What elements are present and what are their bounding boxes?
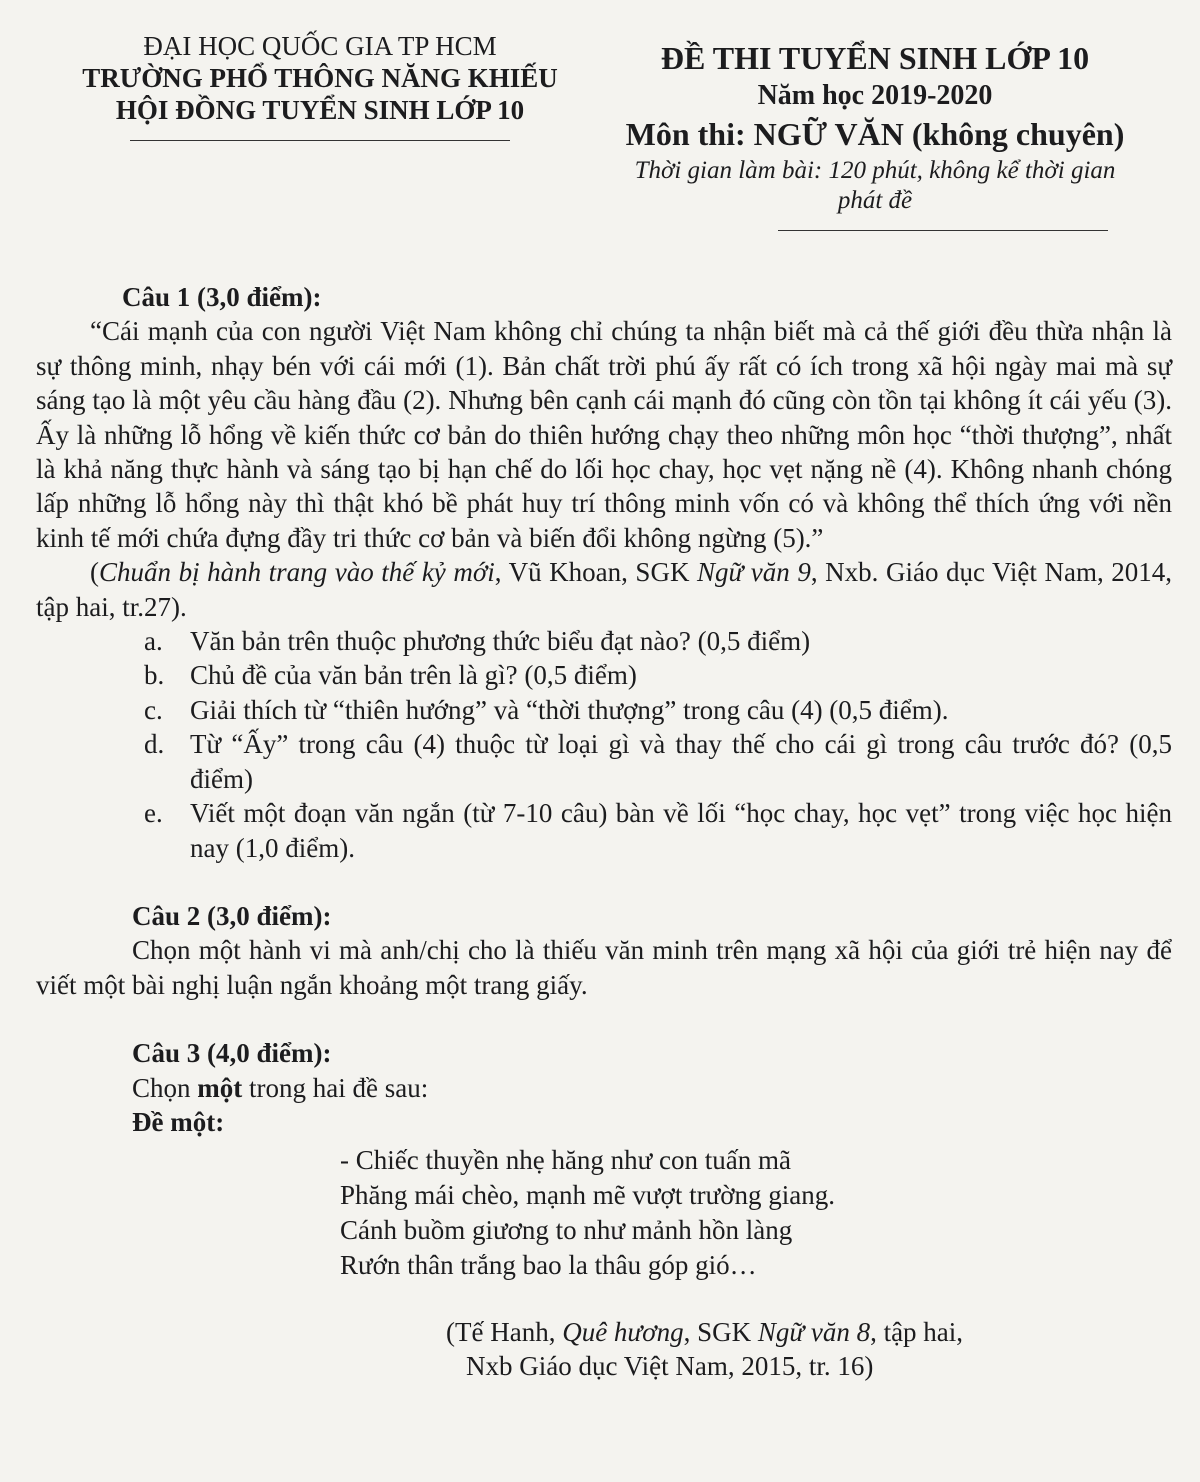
exam-duration-line1: Thời gian làm bài: 120 phút, không kể thời gian	[634, 157, 1116, 184]
subquestion-label: c.	[144, 694, 163, 725]
header-right-divider	[778, 230, 1108, 231]
subquestion-text: Văn bản trên thuộc phương thức biểu đạt nào? (0,5 điểm)	[190, 626, 811, 657]
source-open: (	[90, 557, 99, 588]
header-institution	[60, 30, 580, 141]
question-3	[36, 1036, 1172, 1383]
subquestion-text: Viết một đoạn văn ngắn (từ 7-10 câu) bàn về lối “học chay, học vẹt” trong việc học hiện nay (1,0 điểm).	[190, 798, 1172, 863]
subquestion-label: d.	[144, 729, 165, 760]
question-2-prompt: Chọn một hành vi mà anh/chị cho là thiếu văn minh trên mạng xã hội của giới trẻ hiện nay để viết một bài nghị luận ngắn khoảng một trang giấy.	[36, 935, 1172, 1000]
subquestion-label: a.	[144, 626, 163, 657]
subquestion-label: e.	[144, 798, 163, 829]
subquestion-c	[144, 693, 1172, 727]
question-1	[36, 280, 1172, 865]
cite-author: (Tế Hanh,	[446, 1317, 563, 1348]
citation-line1	[446, 1315, 1172, 1349]
question-2	[36, 899, 1172, 1002]
intro-part-b: trong hai đề sau:	[242, 1072, 429, 1103]
question-1-source	[36, 555, 1172, 624]
subquestion-text: Chủ đề của văn bản trên là gì? (0,5 điểm)	[190, 660, 637, 691]
exam-duration	[580, 156, 1170, 216]
option-one-heading: Đề một:	[132, 1106, 225, 1137]
cite-title: Quê hương	[562, 1317, 684, 1348]
question-2-title: Câu 2 (3,0 điểm):	[132, 900, 332, 931]
exam-subject: Môn thi: NGỮ VĂN (không chuyên)	[625, 116, 1125, 152]
question-1-passage: “Cái mạnh của con người Việt Nam không chỉ chúng ta nhận biết mà cả thế giới đều thừa nhận là sự thông minh, nhạy bén với cái mới (1). Bản chất trời phú ấy rất có ích trong xã hội ngày mai mà sự sáng tạo là một yêu cầu hàng đầu (2). Nhưng bên cạnh cái mạnh đó cũng còn tồn tại không ít cái yếu (3). Ấy là những lỗ hổng về kiến thức cơ bản do thiên hướng chạy theo những môn học “thời thượng”, nhất là khả năng thực hành và sáng tạo bị hạn chế do lối học chay, học vẹt nặng nề (4). Không nhanh chóng lấp những lỗ hổng này thì thật khó bề phát huy trí thông minh vốn có và không thể thích ứng với nền kinh tế mới chứa đựng đầy tri thức cơ bản và biến đổi không ngừng (5).”	[36, 316, 1172, 553]
poem-line: - Chiếc thuyền nhẹ hăng như con tuấn mã	[340, 1145, 792, 1176]
source-mid: , Vũ Khoan, SGK	[494, 557, 697, 588]
question-3-intro	[36, 1071, 1172, 1105]
source-book: Ngữ văn 9	[697, 557, 811, 588]
section-gap	[36, 865, 1172, 899]
header-left-divider	[130, 140, 510, 141]
poem-citation	[36, 1315, 1172, 1383]
school-year: Năm học 2019-2020	[757, 80, 993, 111]
exam-duration-line2: phát đề	[837, 187, 913, 214]
subquestion-text: Giải thích từ “thiên hướng” và “thời thượng” trong câu (4) (0,5 điểm).	[190, 694, 949, 725]
cite-volume: , tập hai,	[870, 1317, 964, 1348]
cite-sgk: , SGK	[683, 1317, 758, 1348]
question-1-subquestions	[36, 624, 1172, 865]
question-1-title: Câu 1 (3,0 điểm):	[122, 282, 322, 312]
subquestion-label: b.	[144, 660, 165, 691]
exam-body	[36, 280, 1172, 1383]
question-3-title: Câu 3 (4,0 điểm):	[132, 1038, 332, 1069]
cite-book: Ngữ văn 8	[757, 1317, 871, 1348]
council-name: HỘI ĐỒNG TUYỂN SINH LỚP 10	[115, 95, 525, 125]
poem-line: Cánh buồm giương to như mảnh hồn làng	[340, 1215, 793, 1246]
intro-part-a: Chọn	[132, 1072, 198, 1103]
subquestion-b	[144, 658, 1172, 692]
poem-line: Phăng mái chèo, mạnh mẽ vượt trường giang.	[340, 1180, 835, 1211]
source-title: Chuẩn bị hành trang vào thế kỷ mới	[99, 557, 495, 588]
source-rest: , Nxb. Giáo dục Việt Nam, 2014, tập hai, tr.27).	[36, 557, 1173, 622]
exam-title: ĐỀ THI TUYỂN SINH LỚP 10	[660, 40, 1090, 76]
university-name: ĐẠI HỌC QUỐC GIA TP HCM	[143, 31, 497, 61]
poem-line: Rướn thân trắng bao la thâu góp gió…	[340, 1250, 757, 1281]
subquestion-e	[144, 796, 1172, 865]
subquestion-text: Từ “Ấy” trong câu (4) thuộc từ loại gì và thay thế cho cái gì trong câu trước đó? (0,5 điểm)	[190, 729, 1172, 794]
header-exam-info	[580, 38, 1170, 231]
poem-excerpt	[36, 1143, 1172, 1283]
section-gap	[36, 1002, 1172, 1036]
subquestion-a	[144, 624, 1172, 658]
citation-line2: Nxb Giáo dục Việt Nam, 2015, tr. 16)	[466, 1351, 874, 1382]
subquestion-d	[144, 727, 1172, 796]
intro-emphasis: một	[197, 1072, 243, 1103]
school-name: TRƯỜNG PHỔ THÔNG NĂNG KHIẾU	[82, 63, 558, 93]
